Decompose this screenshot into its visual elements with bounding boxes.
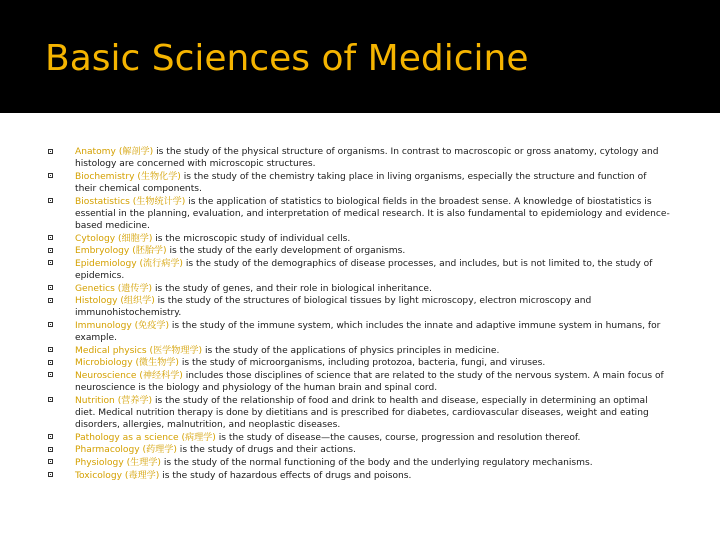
square-bullet-icon [48, 447, 53, 452]
term-label: Microbiology (微生物学) [75, 358, 179, 369]
definition-text: is the study of genes, and their role in biological inheritance. [152, 283, 432, 294]
square-bullet-icon [48, 198, 53, 203]
definition-text: is the study of the applications of physics principles in medicine. [202, 345, 500, 356]
square-bullet-icon [48, 360, 53, 365]
square-bullet-icon [48, 173, 53, 178]
definition-text: is the study of the immune system, which includes the innate and adaptive immune system in humans, for example. [75, 320, 661, 344]
slide-title: Basic Sciences of Medicine [45, 38, 529, 79]
term-label: Nutrition (营养学) [75, 395, 153, 406]
term-label: Immunology (免疫学) [75, 320, 170, 331]
list-item [48, 395, 670, 432]
title-band [0, 0, 720, 113]
square-bullet-icon [48, 298, 53, 303]
list-item [48, 245, 670, 257]
list-item [48, 171, 670, 195]
definition-text: is the study of hazardous effects of drugs and poisons. [159, 470, 412, 481]
list-item [48, 258, 670, 282]
term-label: Embryology (胚胎学) [75, 246, 167, 257]
square-bullet-icon [48, 149, 53, 154]
definition-text: is the study of disease—the causes, course, progression and resolution thereof. [215, 432, 581, 443]
list-item [48, 470, 670, 482]
square-bullet-icon [48, 397, 53, 402]
square-bullet-icon [48, 434, 53, 439]
list-item [48, 457, 670, 469]
definition-text: is the study of the chemistry taking place in living organisms, especially the structure and function of their chemical components. [75, 171, 647, 194]
list-item [48, 370, 670, 394]
square-bullet-icon [48, 372, 53, 377]
term-label: Anatomy (解剖学) [75, 147, 154, 157]
list-item [48, 146, 670, 170]
bullet-list [48, 146, 670, 482]
definition-text: includes those disciplines of science that are related to the study of the nervous system. A main focus of neuroscience is the biology and physiology of the human brain and spinal cord. [75, 370, 664, 394]
term-label: Medical physics (医学物理学) [75, 345, 203, 356]
definition-text: is the study of the demographics of disease processes, and includes, but is not limited to, the study of epidemics. [75, 258, 653, 281]
square-bullet-icon [48, 248, 53, 253]
square-bullet-icon [48, 459, 53, 464]
list-item [48, 357, 670, 369]
definition-text: is the study of the early development of organisms. [166, 246, 406, 257]
term-label: Biostatistics (生物统计学) [75, 196, 186, 207]
list-item [48, 444, 670, 456]
definition-text: is the application of statistics to biological fields in the broadest sense. A knowledge of biostatistics is essential in the planning, evaluation, and interpretation of medical research. It is also fundamental to epidemiology and evidence-based medicine. [75, 196, 670, 231]
term-label: Pathology as a science (病理学) [75, 432, 216, 443]
definition-text: is the study of the normal functioning of the body and the underlying regulatory mechanisms. [160, 457, 593, 468]
list-item [48, 283, 670, 295]
square-bullet-icon [48, 235, 53, 240]
list-item [48, 295, 670, 319]
definition-text: is the study of the physical structure of organisms. In contrast to macroscopic or gross anatomy, cytology and histology are concerned with microscopic structures. [75, 147, 659, 170]
term-label: Pharmacology (药理学) [75, 445, 177, 456]
term-label: Neuroscience (神经科学) [75, 370, 183, 381]
list-item [48, 233, 670, 245]
term-label: Toxicology (毒理学) [75, 470, 160, 481]
definition-text: is the study of the relationship of food and drink to health and disease, especially in determining an optimal diet. Medical nutrition therapy is done by dietitians and is prescribed for diabetes, cardiovascular diseases, weight and eating disorders, allergies, malnutrition, and neoplastic diseases. [75, 395, 649, 431]
square-bullet-icon [48, 347, 53, 352]
definition-text: is the microscopic study of individual cells. [152, 233, 351, 244]
list-item [48, 432, 670, 444]
square-bullet-icon [48, 322, 53, 327]
term-label: Histology (组织学) [75, 296, 155, 307]
list-item [48, 345, 670, 357]
term-label: Cytology (细胞学) [75, 233, 153, 244]
definition-text: is the study of microorganisms, including protozoa, bacteria, fungi, and viruses. [178, 358, 546, 369]
term-label: Epidemiology (流行病学) [75, 258, 183, 269]
definition-text: is the study of drugs and their actions. [176, 445, 356, 456]
term-label: Genetics (遗传学) [75, 283, 153, 294]
term-label: Biochemistry (生物化学) [75, 171, 181, 182]
square-bullet-icon [48, 260, 53, 265]
term-label: Physiology (生理学) [75, 457, 161, 468]
list-item [48, 320, 670, 344]
square-bullet-icon [48, 285, 53, 290]
definition-text: is the study of the structures of biological tissues by light microscopy, electron microscopy and immunohistochemistry. [75, 296, 592, 319]
list-item [48, 196, 670, 233]
square-bullet-icon [48, 472, 53, 477]
